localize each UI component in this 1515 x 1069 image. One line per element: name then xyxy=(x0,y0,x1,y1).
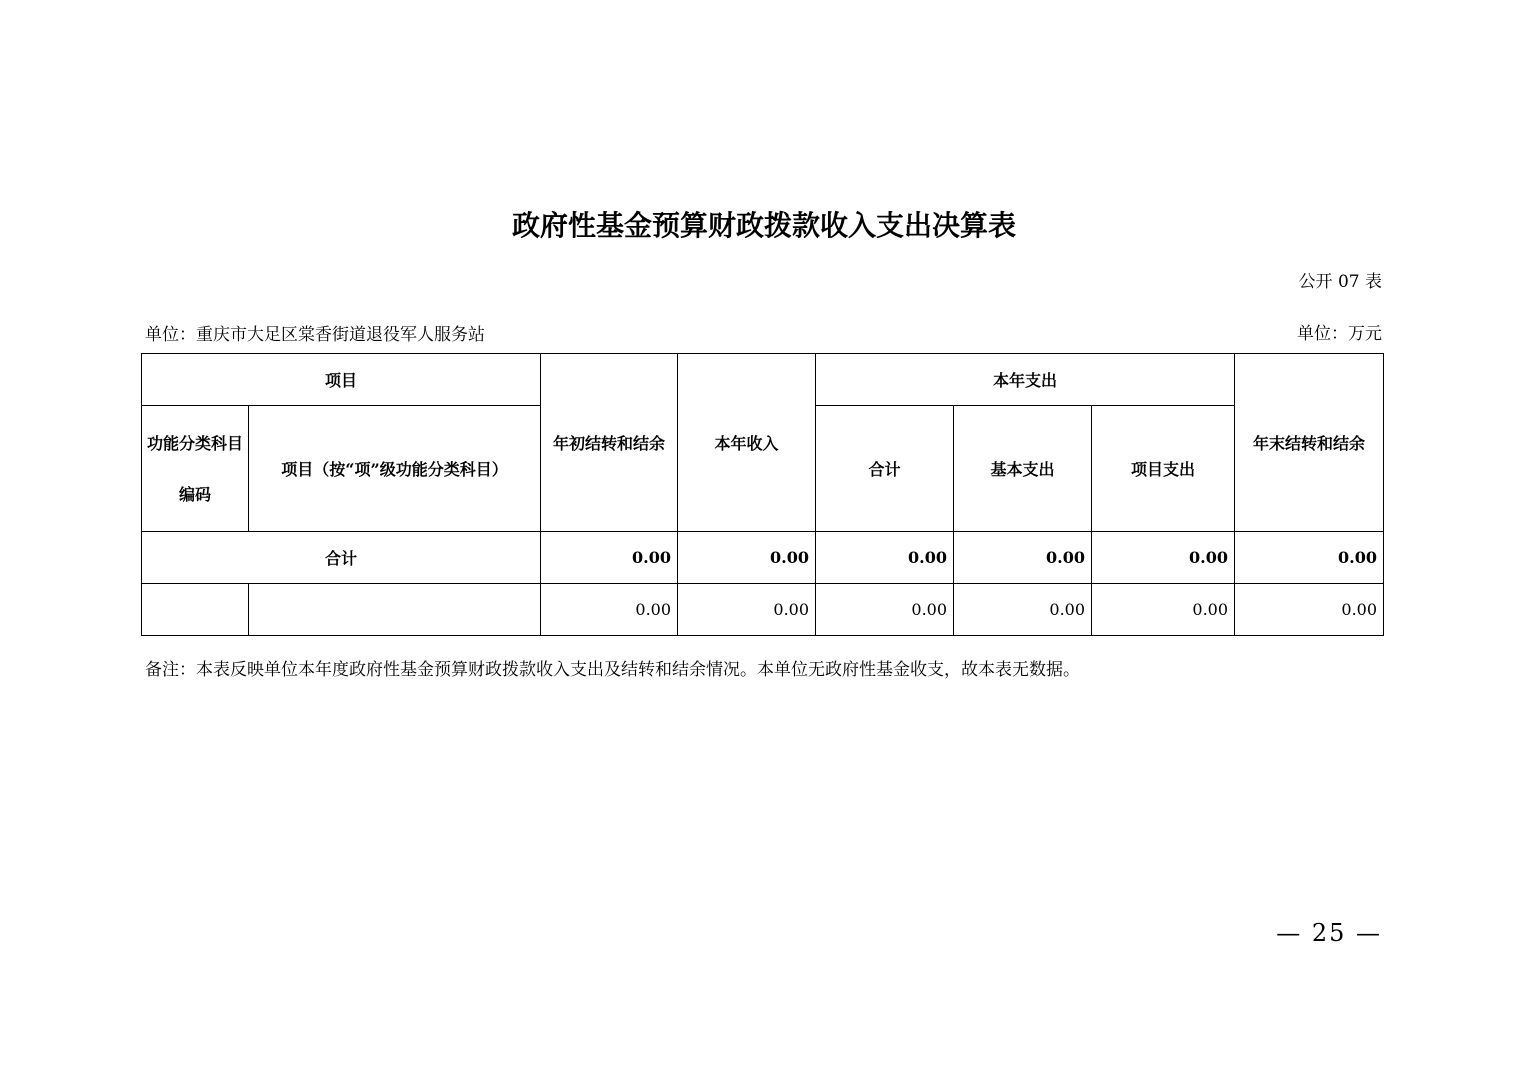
form-number: 公开 07 表 xyxy=(1298,272,1382,292)
header-begin-balance: 年初结转和结余 xyxy=(541,354,678,532)
header-project: 项目 xyxy=(142,354,541,406)
header-expense-basic: 基本支出 xyxy=(954,406,1092,532)
row-expense-basic: 0.00 xyxy=(954,584,1092,636)
header-expense-total: 合计 xyxy=(816,406,954,532)
page-number: — 25 — xyxy=(1276,919,1382,947)
header-end-balance: 年末结转和结余 xyxy=(1235,354,1384,532)
header-income: 本年收入 xyxy=(678,354,816,532)
row-income: 0.00 xyxy=(678,584,816,636)
table-row xyxy=(142,584,1384,636)
total-income: 0.00 xyxy=(678,532,816,584)
budget-table xyxy=(141,353,1384,636)
total-expense-project: 0.00 xyxy=(1092,532,1235,584)
total-end-balance: 0.00 xyxy=(1235,532,1384,584)
row-project-name xyxy=(249,584,541,636)
table-note: 备注：本表反映单位本年度政府性基金预算财政拨款收入支出及结转和结余情况。本单位无政府性基金收支，故本表无数据。 xyxy=(145,660,1080,680)
total-expense-total: 0.00 xyxy=(816,532,954,584)
header-expense: 本年支出 xyxy=(816,354,1235,406)
row-expense-project: 0.00 xyxy=(1092,584,1235,636)
header-func-code: 功能分类科目编码 xyxy=(142,406,249,532)
row-begin-balance: 0.00 xyxy=(541,584,678,636)
unit-organization: 单位：重庆市大足区棠香街道退役军人服务站 xyxy=(145,325,485,345)
header-project-detail: 项目（按“项”级功能分类科目） xyxy=(249,406,541,532)
total-label: 合计 xyxy=(142,532,541,584)
unit-currency: 单位：万元 xyxy=(1297,324,1382,344)
row-end-balance: 0.00 xyxy=(1235,584,1384,636)
row-expense-total: 0.00 xyxy=(816,584,954,636)
header-expense-project: 项目支出 xyxy=(1092,406,1235,532)
total-begin-balance: 0.00 xyxy=(541,532,678,584)
row-func-code xyxy=(142,584,249,636)
page-title: 政府性基金预算财政拨款收入支出决算表 xyxy=(511,209,1016,242)
total-row xyxy=(142,532,1384,584)
total-expense-basic: 0.00 xyxy=(954,532,1092,584)
